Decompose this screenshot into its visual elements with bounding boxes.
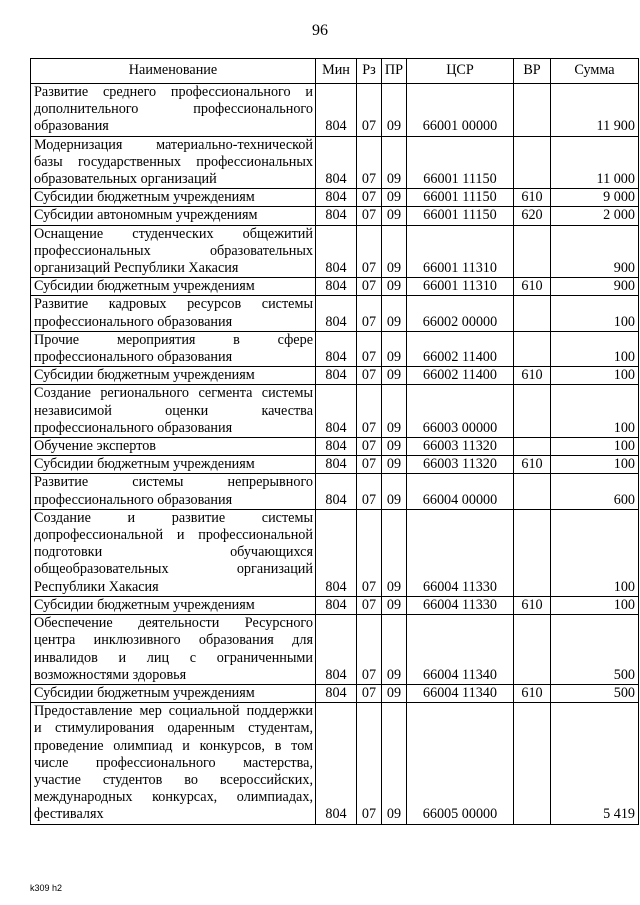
row-name-cell: [31, 684, 316, 702]
table-row: [31, 189, 639, 207]
page-number: 96: [312, 22, 328, 39]
row-csr-cell: 66004 11340: [407, 684, 514, 702]
row-name-cell: [31, 385, 316, 438]
table-header-row: [31, 59, 639, 84]
row-name-text: Субсидии автономным учреждениям: [34, 207, 258, 224]
header-name: Наименование: [31, 59, 316, 84]
row-pr-cell: 09: [382, 189, 407, 207]
row-name-text: Прочие мероприятия в сфере профессионального образования: [34, 331, 313, 366]
row-min-cell: 804: [316, 331, 357, 366]
row-sum-cell: 100: [551, 509, 639, 596]
row-csr-cell: 66002 11400: [407, 367, 514, 385]
table-row: [31, 438, 639, 456]
row-rz-cell: 07: [357, 189, 382, 207]
row-sum-cell: 900: [551, 225, 639, 278]
row-min-cell: 804: [316, 703, 357, 824]
row-rz-cell: 07: [357, 596, 382, 614]
row-name-text: Субсидии бюджетным учреждениям: [34, 189, 255, 206]
row-vr-cell: 620: [514, 207, 551, 225]
row-sum-cell: 100: [551, 367, 639, 385]
row-name-cell: [31, 367, 316, 385]
row-vr-cell: [514, 615, 551, 685]
row-min-cell: 804: [316, 684, 357, 702]
row-rz-cell: 07: [357, 225, 382, 278]
header-pr: ПР: [382, 59, 407, 84]
row-rz-cell: 07: [357, 207, 382, 225]
row-rz-cell: 07: [357, 684, 382, 702]
row-min-cell: 804: [316, 596, 357, 614]
table-body: [31, 84, 639, 825]
row-name-text: Субсидии бюджетным учреждениям: [34, 456, 255, 473]
row-csr-cell: 66004 00000: [407, 474, 514, 509]
row-name-text: Обучение экспертов: [34, 438, 157, 455]
row-sum-cell: 100: [551, 456, 639, 474]
row-pr-cell: 09: [382, 136, 407, 189]
row-rz-cell: 07: [357, 278, 382, 296]
table-row: [31, 136, 639, 189]
row-csr-cell: 66001 11150: [407, 189, 514, 207]
table-row: [31, 367, 639, 385]
row-csr-cell: 66001 00000: [407, 84, 514, 137]
row-min-cell: 804: [316, 509, 357, 596]
row-name-cell: [31, 136, 316, 189]
row-pr-cell: 09: [382, 207, 407, 225]
row-sum-cell: 11 900: [551, 84, 639, 137]
row-csr-cell: 66003 11320: [407, 456, 514, 474]
footer-code: k309 h2: [30, 883, 63, 893]
row-csr-cell: 66003 00000: [407, 385, 514, 438]
row-min-cell: 804: [316, 474, 357, 509]
row-csr-cell: 66004 11330: [407, 509, 514, 596]
row-sum-cell: 11 000: [551, 136, 639, 189]
row-rz-cell: 07: [357, 456, 382, 474]
row-vr-cell: [514, 296, 551, 331]
row-csr-cell: 66001 11150: [407, 136, 514, 189]
header-sum: Сумма: [551, 59, 639, 84]
row-min-cell: 804: [316, 438, 357, 456]
row-name-text: Субсидии бюджетным учреждениям: [34, 596, 255, 613]
row-rz-cell: 07: [357, 136, 382, 189]
row-name-text: Создание и развитие системы допрофессиональной и профессиональной подготовки обучающихся общеобразовательных организаций Республики Хакасия: [34, 509, 313, 595]
row-pr-cell: 09: [382, 596, 407, 614]
row-vr-cell: 610: [514, 367, 551, 385]
row-name-text: Развитие системы непрерывного профессионального образования: [34, 474, 313, 508]
row-csr-cell: 66001 11310: [407, 278, 514, 296]
table-row: [31, 296, 639, 331]
row-name-cell: [31, 84, 316, 137]
row-name-cell: [31, 703, 316, 824]
row-vr-cell: [514, 136, 551, 189]
row-pr-cell: 09: [382, 385, 407, 438]
row-sum-cell: 600: [551, 474, 639, 509]
row-vr-cell: [514, 225, 551, 278]
row-csr-cell: 66003 11320: [407, 438, 514, 456]
row-sum-cell: 100: [551, 385, 639, 438]
row-min-cell: 804: [316, 385, 357, 438]
row-rz-cell: 07: [357, 367, 382, 385]
row-name-cell: [31, 331, 316, 366]
table-row: [31, 331, 639, 366]
row-min-cell: 804: [316, 456, 357, 474]
row-rz-cell: 07: [357, 331, 382, 366]
row-vr-cell: [514, 438, 551, 456]
table-row: [31, 84, 639, 137]
row-min-cell: 804: [316, 278, 357, 296]
row-sum-cell: 100: [551, 438, 639, 456]
row-name-text: Обеспечение деятельности Ресурсного центра инклюзивного образования для инвалидов и лиц с ограниченными возможностями здоровья: [34, 615, 313, 683]
table-row: [31, 456, 639, 474]
row-pr-cell: 09: [382, 703, 407, 824]
row-min-cell: 804: [316, 296, 357, 331]
row-name-cell: [31, 596, 316, 614]
row-csr-cell: 66004 11330: [407, 596, 514, 614]
row-sum-cell: 100: [551, 596, 639, 614]
row-csr-cell: 66005 00000: [407, 703, 514, 824]
row-pr-cell: 09: [382, 278, 407, 296]
row-name-cell: [31, 456, 316, 474]
row-name-text: Оснащение студенческих общежитий профессиональных образовательных организаций Республики Хакасия: [34, 225, 313, 277]
row-sum-cell: 500: [551, 615, 639, 685]
row-pr-cell: 09: [382, 438, 407, 456]
row-min-cell: 804: [316, 84, 357, 137]
row-vr-cell: 610: [514, 684, 551, 702]
header-csr: ЦСР: [407, 59, 514, 84]
row-name-text: Субсидии бюджетным учреждениям: [34, 278, 255, 295]
row-name-cell: [31, 474, 316, 509]
row-name-text: Модернизация материально-технической базы государственных профессиональных образовательных организаций: [34, 136, 313, 188]
row-vr-cell: 610: [514, 278, 551, 296]
row-vr-cell: [514, 703, 551, 824]
row-name-cell: [31, 225, 316, 278]
table-row: [31, 474, 639, 509]
row-pr-cell: 09: [382, 509, 407, 596]
table-row: [31, 615, 639, 685]
row-name-text: Субсидии бюджетным учреждениям: [34, 684, 255, 701]
row-name-text: Развитие кадровых ресурсов системы профессионального образования: [34, 296, 313, 330]
row-vr-cell: 610: [514, 456, 551, 474]
row-csr-cell: 66002 11400: [407, 331, 514, 366]
table-row: [31, 225, 639, 278]
row-name-text: Развитие среднего профессионального и дополнительного профессионального образования: [34, 84, 313, 135]
row-pr-cell: 09: [382, 456, 407, 474]
header-min: Мин: [316, 59, 357, 84]
row-name-text: Создание регионального сегмента системы независимой оценки качества профессионального образования: [34, 385, 313, 436]
row-vr-cell: 610: [514, 189, 551, 207]
header-vr: ВР: [514, 59, 551, 84]
table-row: [31, 509, 639, 596]
row-name-cell: [31, 207, 316, 225]
row-pr-cell: 09: [382, 84, 407, 137]
row-vr-cell: [514, 84, 551, 137]
row-rz-cell: 07: [357, 296, 382, 331]
row-pr-cell: 09: [382, 615, 407, 685]
row-sum-cell: 5 419: [551, 703, 639, 824]
table-row: [31, 385, 639, 438]
row-rz-cell: 07: [357, 438, 382, 456]
row-name-cell: [31, 615, 316, 685]
row-vr-cell: [514, 509, 551, 596]
table-row: [31, 278, 639, 296]
row-min-cell: 804: [316, 615, 357, 685]
budget-table: [30, 58, 639, 825]
row-rz-cell: 07: [357, 509, 382, 596]
row-pr-cell: 09: [382, 296, 407, 331]
header-rz: Рз: [357, 59, 382, 84]
row-sum-cell: 900: [551, 278, 639, 296]
row-rz-cell: 07: [357, 385, 382, 438]
row-csr-cell: 66002 00000: [407, 296, 514, 331]
row-sum-cell: 100: [551, 331, 639, 366]
row-pr-cell: 09: [382, 367, 407, 385]
row-rz-cell: 07: [357, 703, 382, 824]
row-name-text: Субсидии бюджетным учреждениям: [34, 367, 255, 384]
table-row: [31, 684, 639, 702]
row-name-cell: [31, 509, 316, 596]
table-row: [31, 207, 639, 225]
row-sum-cell: 2 000: [551, 207, 639, 225]
row-min-cell: 804: [316, 189, 357, 207]
row-name-cell: [31, 296, 316, 331]
row-name-cell: [31, 438, 316, 456]
row-min-cell: 804: [316, 225, 357, 278]
row-csr-cell: 66004 11340: [407, 615, 514, 685]
row-rz-cell: 07: [357, 84, 382, 137]
row-vr-cell: [514, 331, 551, 366]
row-pr-cell: 09: [382, 474, 407, 509]
row-vr-cell: [514, 474, 551, 509]
row-min-cell: 804: [316, 207, 357, 225]
row-min-cell: 804: [316, 136, 357, 189]
row-min-cell: 804: [316, 367, 357, 385]
row-pr-cell: 09: [382, 225, 407, 278]
row-name-cell: [31, 278, 316, 296]
row-name-cell: [31, 189, 316, 207]
row-name-text: Предоставление мер социальной поддержки и стимулирования одаренным студентам, проведение олимпиад и конкурсов, в том числе профессионального мастерства, участие студентов во всероссийских, международных конкурсах, олимпиадах, фестивалях: [34, 703, 313, 823]
row-csr-cell: 66001 11150: [407, 207, 514, 225]
row-pr-cell: 09: [382, 684, 407, 702]
table-row: [31, 703, 639, 824]
table-row: [31, 596, 639, 614]
row-vr-cell: 610: [514, 596, 551, 614]
row-csr-cell: 66001 11310: [407, 225, 514, 278]
row-sum-cell: 500: [551, 684, 639, 702]
row-vr-cell: [514, 385, 551, 438]
row-rz-cell: 07: [357, 615, 382, 685]
row-sum-cell: 9 000: [551, 189, 639, 207]
row-sum-cell: 100: [551, 296, 639, 331]
row-pr-cell: 09: [382, 331, 407, 366]
row-rz-cell: 07: [357, 474, 382, 509]
